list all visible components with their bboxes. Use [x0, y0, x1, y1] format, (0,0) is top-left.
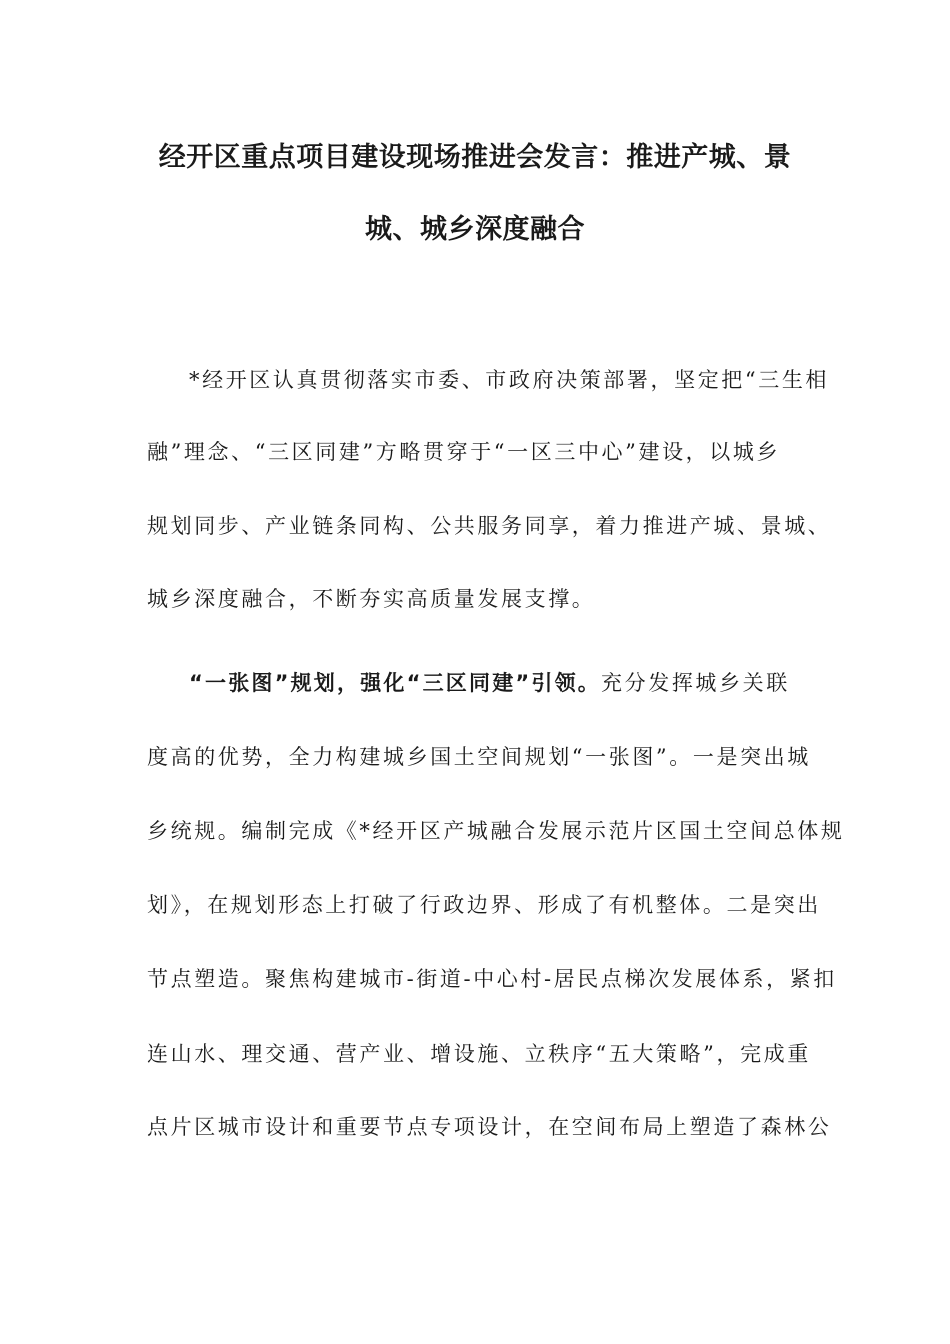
paragraph-2-first-line-text: 充分发挥城乡关联	[601, 671, 790, 695]
paragraph-1-line-2: 融”理念、“三区同建”方略贯穿于“一区三中心”建设，以城乡	[147, 440, 781, 464]
paragraph-1-line-4: 城乡深度融合，不断夯实高质量发展支撑。	[147, 587, 596, 611]
paragraph-2-line-7: 点片区城市设计和重要节点专项设计，在空间布局上塑造了森林公	[147, 1115, 832, 1139]
document-title-line-1: 经开区重点项目建设现场推进会发言：推进产城、景	[158, 142, 792, 173]
paragraph-1-line-3: 规划同步、产业链条同构、公共服务同享，着力推进产城、景城、	[147, 514, 832, 538]
paragraph-2-line-2: 度高的优势，全力构建城乡国土空间规划“一张图”。一是突出城	[147, 745, 811, 769]
paragraph-2-heading: “一张图”规划，强化“三区同建”引领。	[189, 671, 602, 695]
paragraph-2-line-6: 连山水、理交通、营产业、增设施、立秩序“五大策略”，完成重	[147, 1042, 811, 1066]
paragraph-2-line-1	[189, 668, 790, 698]
document-title-line-2: 城、城乡深度融合	[365, 214, 585, 245]
paragraph-1-line-1: *经开区认真贯彻落实市委、市政府决策部署，坚定把“三生相	[189, 368, 830, 392]
paragraph-2-line-4: 划》，在规划形态上打破了行政边界、形成了有机整体。二是突出	[147, 893, 821, 917]
paragraph-2-line-5: 节点塑造。聚焦构建城市-街道-中心村-居民点梯次发展体系，紧扣	[147, 967, 837, 991]
paragraph-2-line-3: 乡统规。编制完成《*经开区产城融合发展示范片区国土空间总体规	[147, 819, 845, 843]
